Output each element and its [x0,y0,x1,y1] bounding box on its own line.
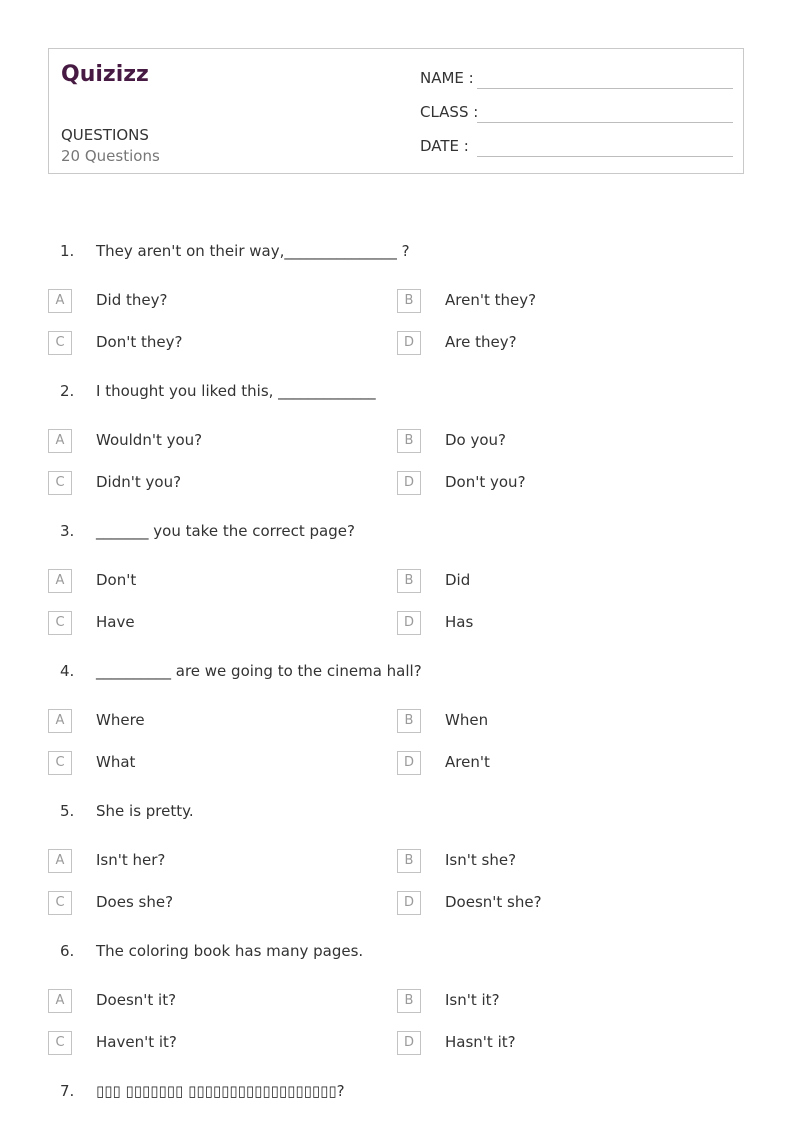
option-letter-box: D [397,611,421,635]
option-text: Isn't it? [445,991,500,1009]
option-text: Don't they? [96,333,183,351]
option-text: Doesn't it? [96,991,177,1009]
option-letter-box: A [48,989,72,1013]
option-text: Does she? [96,893,174,911]
question-6 [0,942,794,1082]
option-letter-box: C [48,331,72,355]
option-text: Isn't her? [96,851,166,869]
question-text: The coloring book has many pages. [96,942,364,960]
option-letter-box: A [48,849,72,873]
option-letter-box: B [397,989,421,1013]
option-text: When [445,711,489,729]
option-text: Haven't it? [96,1033,177,1051]
question-number: 7. [60,1082,75,1100]
option-letter-box: B [397,849,421,873]
option-text: Did [445,571,471,589]
name-label: NAME : [420,69,474,87]
question-1 [0,242,794,382]
option-text: Are they? [445,333,517,351]
question-number: 4. [60,662,75,680]
question-text: She is pretty. [96,802,194,820]
option-letter-box: B [397,429,421,453]
option-letter-box: A [48,429,72,453]
option-letter-box: D [397,891,421,915]
option-letter-box: C [48,891,72,915]
option-letter-box: C [48,611,72,635]
date-label: DATE : [420,137,469,155]
option-letter-box: D [397,331,421,355]
question-number: 6. [60,942,75,960]
class-label: CLASS : [420,103,479,121]
date-line[interactable] [477,156,733,157]
question-number: 5. [60,802,75,820]
option-text: What [96,753,136,771]
question-text: I thought you liked this, _____________ [96,382,376,400]
option-text: Have [96,613,135,631]
option-text: Didn't you? [96,473,182,491]
option-text: Don't you? [445,473,526,491]
question-7 [0,1082,794,1112]
question-count: 20 Questions [61,147,160,165]
name-line[interactable] [477,88,733,89]
option-letter-box: C [48,1031,72,1055]
option-letter-box: A [48,289,72,313]
question-4 [0,662,794,802]
option-text: Wouldn't you? [96,431,203,449]
option-letter-box: C [48,471,72,495]
option-text: Has [445,613,474,631]
question-text: __________ are we going to the cinema hall? [96,662,422,680]
option-letter-box: D [397,1031,421,1055]
quizizz-logo [61,59,153,87]
option-text: Aren't [445,753,490,771]
section-title: QUESTIONS [61,126,149,144]
option-letter-box: D [397,471,421,495]
option-letter-box: A [48,569,72,593]
question-number: 2. [60,382,75,400]
question-text: _______ you take the correct page? [96,522,355,540]
option-letter-box: B [397,569,421,593]
question-text: ▯▯▯ ▯▯▯▯▯▯▯ ▯▯▯▯▯▯▯▯▯▯▯▯▯▯▯▯▯▯? [96,1082,345,1100]
option-text: Doesn't she? [445,893,542,911]
option-text: Don't [96,571,137,589]
option-letter-box: D [397,751,421,775]
question-number: 1. [60,242,75,260]
option-text: Isn't she? [445,851,517,869]
option-text: Hasn't it? [445,1033,516,1051]
question-text: They aren't on their way,_______________ ? [96,242,410,260]
option-text: Where [96,711,145,729]
question-3 [0,522,794,662]
option-letter-box: B [397,289,421,313]
option-letter-box: B [397,709,421,733]
option-text: Do you? [445,431,507,449]
question-number: 3. [60,522,75,540]
option-text: Did they? [96,291,168,309]
svg-text:Quizizz: Quizizz [61,62,149,87]
option-letter-box: A [48,709,72,733]
question-5 [0,802,794,942]
option-text: Aren't they? [445,291,537,309]
class-line[interactable] [477,122,733,123]
option-letter-box: C [48,751,72,775]
question-2 [0,382,794,522]
worksheet-header [48,48,744,174]
